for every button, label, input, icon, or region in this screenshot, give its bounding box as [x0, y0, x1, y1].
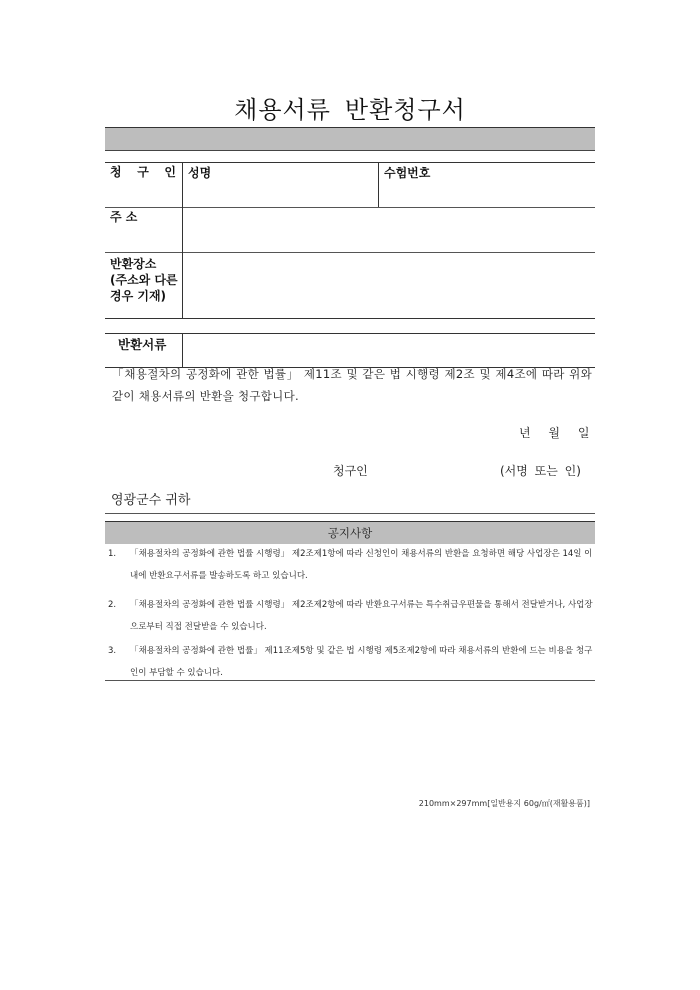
- notice-heading: 공지사항: [105, 521, 595, 544]
- address-label: 주 소: [110, 210, 138, 224]
- notice-item: [108, 543, 594, 587]
- notice-item-text: 「채용절차의 공정화에 관한 법률 시행령」 제2조제2항에 따라 반환요구서류는 특수취급우편물을 통해서 전달받거나, 사업장으로부터 직접 전달받을 수 있습니다.: [130, 600, 593, 632]
- name-label: 성명: [188, 166, 212, 180]
- return-place-label-line3: 경우 기재): [110, 289, 167, 303]
- paper-spec: 210mm×297mm[일반용지 60g/㎡(재활용품)]: [418, 799, 590, 808]
- exam-number-field[interactable]: [440, 164, 590, 204]
- return-place-label-line1: 반환장소: [110, 257, 157, 271]
- notice-item-text: 「채용절차의 공정화에 관한 법률 시행령」 제2조제1항에 따라 신청인이 채용서류의 반환을 요청하면 해당 사업장은 14일 이내에 반환요구서류를 발송하도록 하고 있습니다.: [130, 549, 593, 581]
- notice-bottom-rule: [105, 680, 595, 681]
- request-statement: 「채용절차의 공정화에 관한 법률」 제11조 및 같은 법 시행령 제2조 및 제4조에 따라 위와 같이 채용서류의 반환을 청구합니다.: [112, 367, 592, 403]
- notice-item-number: 2.: [108, 600, 117, 610]
- title-part-1: 채용서류: [234, 96, 331, 124]
- claimant-label: 청 구 인: [110, 165, 176, 179]
- notice-item-number: 1.: [108, 549, 117, 559]
- addressee: 영광군수 귀하: [111, 493, 191, 508]
- row-divider: [105, 318, 595, 319]
- notice-item: [108, 594, 594, 638]
- signature-hint: (서명 또는 인): [500, 464, 581, 478]
- address-field[interactable]: [188, 210, 588, 250]
- return-place-label: [110, 256, 178, 304]
- header-bar: [105, 127, 595, 151]
- notice-item-number: 3.: [108, 646, 117, 656]
- row-divider: [105, 207, 595, 208]
- exam-number-label: 수험번호: [384, 166, 431, 180]
- documents-top-rule: [105, 333, 595, 334]
- name-field[interactable]: [220, 164, 370, 204]
- table-top-rule: [105, 162, 595, 163]
- claimant-sign-label: 청구인: [333, 464, 368, 478]
- documents-divider: [182, 333, 183, 367]
- addressee-rule: [105, 513, 595, 514]
- label-column-divider: [182, 162, 183, 318]
- name-exam-divider: [378, 162, 379, 207]
- date-line: 년 월 일: [519, 426, 590, 440]
- page-title: [0, 90, 700, 125]
- return-place-field[interactable]: [188, 256, 588, 314]
- row-divider: [105, 252, 595, 253]
- return-documents-label: 반환서류: [118, 337, 167, 352]
- return-place-label-line2: (주소와 다른: [110, 273, 178, 287]
- return-documents-field[interactable]: [188, 336, 588, 364]
- notice-item-text: 「채용절차의 공정화에 관한 법률」 제11조제5항 및 같은 법 시행령 제5조제2항에 따라 채용서류의 반환에 드는 비용을 청구인이 부담할 수 있습니다.: [130, 646, 593, 678]
- notice-item: [108, 640, 594, 684]
- title-part-2: 반환청구서: [344, 96, 466, 124]
